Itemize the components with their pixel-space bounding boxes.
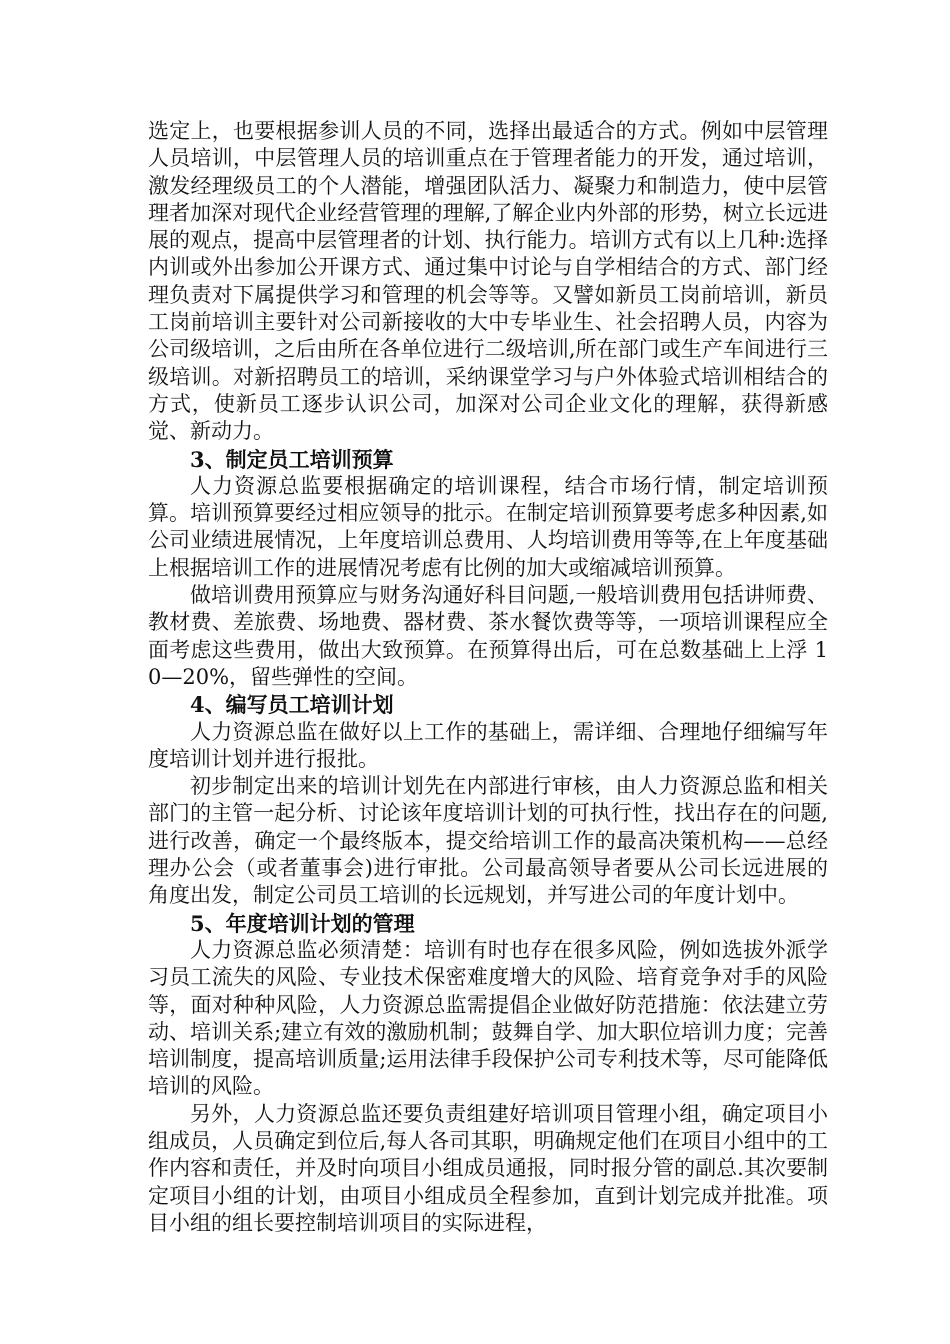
- paragraph-continued: 选定上，也要根据参训人员的不同，选择出最适合的方式。例如中层管理人员培训，中层管理人员的培训重点在于管理者能力的开发，通过培训，激发经理级员工的个人潜能，增强团队活力、凝聚力和制造力，使中层管理者加深对现代企业经营管理的理解,了解企业内外部的形势，树立长远进展的观点，提高中层管理者的计划、执行能力。培训方式有以上几种:选择内训或外出参加公开课方式、通过集中讨论与自学相结合的方式、部门经理负责对下属提供学习和管理的机会等等。又譬如新员工岗前培训，新员工岗前培训主要针对公司新接收的大中专毕业生、社会招聘人员，内容为公司级培训，之后由所在各单位进行二级培训,所在部门或生产车间进行三级培训。对新招聘员工的培训，采纳课堂学习与户外体验式培训相结合的方式，使新员工逐步认识公司，加深对公司企业文化的理解，获得新感觉、新动力。: [148, 119, 828, 444]
- section-heading-5: 5、年度培训计划的管理: [190, 910, 415, 936]
- paragraph-5-1: 人力资源总监必须清楚：培训有时也存在很多风险，例如选拔外派学习员工流失的风险、专业技术保密难度增大的风险、培育竞争对手的风险等，面对种种风险，人力资源总监需提倡企业做好防范措施：依法建立劳动、培训关系;建立有效的激励机制；鼓舞自学、加大职位培训力度；完善培训制度，提高培训质量;运用法律手段保护公司专利技术等，尽可能降低培训的风险。: [148, 937, 828, 1099]
- document-page: [148, 118, 828, 1237]
- paragraph-4-2: 初步制定出来的培训计划先在内部进行审核，由人力资源总监和相关部门的主管一起分析、讨论该年度培训计划的可执行性，找出存在的问题,进行改善，确定一个最终版本，提交给培训工作的最高决策机构——总经理办公会（或者董事会)进行审批。公司最高领导者要从公司长远进展的角度出发，制定公司员工培训的长远规划，并写进公司的年度计划中。: [148, 774, 828, 908]
- paragraph-3-1: 人力资源总监要根据确定的培训课程，结合市场行情，制定培训预算。培训预算要经过相应领导的批示。在制定培训预算要考虑多种因素,如公司业绩进展情况，上年度培训总费用、人均培训费用等等,在上年度基础上根据培训工作的进展情况考虑有比例的加大或缩减培训预算。: [148, 473, 828, 580]
- paragraph-4-1: 人力资源总监在做好以上工作的基础上，需详细、合理地仔细编写年度培训计划并进行报批。: [148, 719, 828, 771]
- section-heading-3: 3、制定员工培训预算: [190, 446, 394, 472]
- paragraph-5-2: 另外，人力资源总监还要负责组建好培训项目管理小组，确定项目小组成员，人员确定到位后,每人各司其职，明确规定他们在项目小组中的工作内容和责任，并及时向项目小组成员通报，同时报分管的副总.其次要制定项目小组的计划，由项目小组成员全程参加，直到计划完成并批准。项目小组的组长要控制培训项目的实际进程，: [148, 1101, 828, 1235]
- paragraph-3-2: 做培训费用预算应与财务沟通好科目问题,一般培训费用包括讲师费、教材费、差旅费、场地费、器材费、茶水餐饮费等等，一项培训课程应全面考虑这些费用，做出大致预算。在预算得出后，可在总数基础上上浮 10—20%，留些弹性的空间。: [148, 583, 828, 689]
- section-heading-4: 4、编写员工培训计划: [190, 692, 394, 718]
